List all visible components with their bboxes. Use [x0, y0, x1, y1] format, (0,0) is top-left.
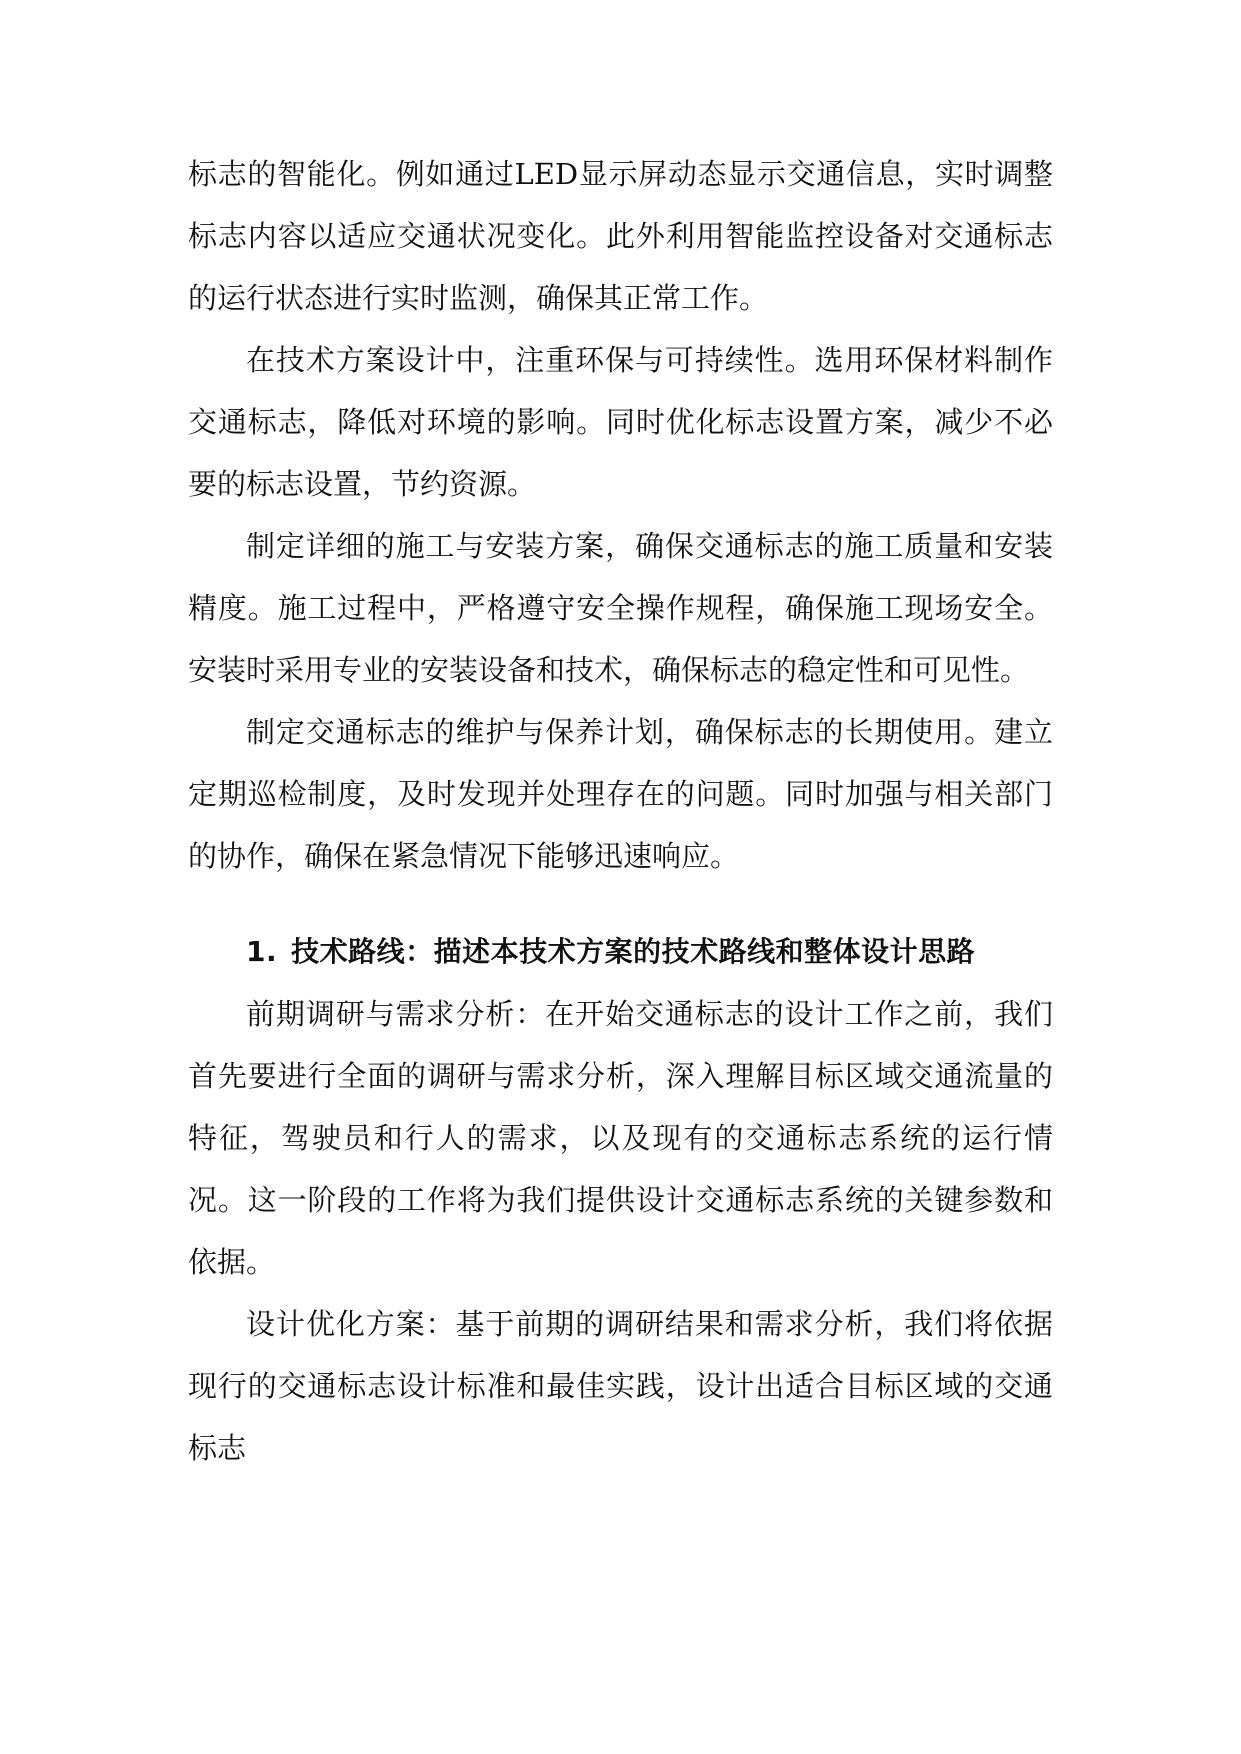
section-heading	[188, 921, 1053, 983]
paragraph-environment: 在技术方案设计中，注重环保与可持续性。选用环保材料制作交通标志，降低对环境的影响。同时优化标志设置方案，减少不必要的标志设置，节约资源。	[188, 343, 1053, 501]
document-body	[188, 143, 1053, 1479]
paragraph-continuation: 标志的智能化。例如通过LED显示屏动态显示交通信息，实时调整标志内容以适应交通状况变化。此外利用智能监控设备对交通标志的运行状态进行实时监测，确保其正常工作。	[188, 157, 1053, 315]
section-heading-text: 技术路线：描述本技术方案的技术路线和整体设计思路	[291, 935, 976, 968]
paragraph-construction: 制定详细的施工与安装方案，确保交通标志的施工质量和安装精度。施工过程中，严格遵守安全操作规程，确保施工现场安全。安装时采用专业的安装设备和技术，确保标志的稳定性和可见性。	[188, 529, 1053, 687]
paragraph-maintenance: 制定交通标志的维护与保养计划，确保标志的长期使用。建立定期巡检制度，及时发现并处理存在的问题。同时加强与相关部门的协作，确保在紧急情况下能够迅速响应。	[188, 715, 1053, 873]
section-heading-number: 1.	[246, 935, 278, 968]
paragraph-research: 前期调研与需求分析：在开始交通标志的设计工作之前，我们首先要进行全面的调研与需求分析，深入理解目标区域交通流量的特征，驾驶员和行人的需求，以及现有的交通标志系统的运行情况。这一阶段的工作将为我们提供设计交通标志系统的关键参数和依据。	[188, 997, 1053, 1279]
paragraph-design-optimization: 设计优化方案：基于前期的调研结果和需求分析，我们将依据现行的交通标志设计标准和最佳实践，设计出适合目标区域的交通标志	[188, 1307, 1053, 1465]
